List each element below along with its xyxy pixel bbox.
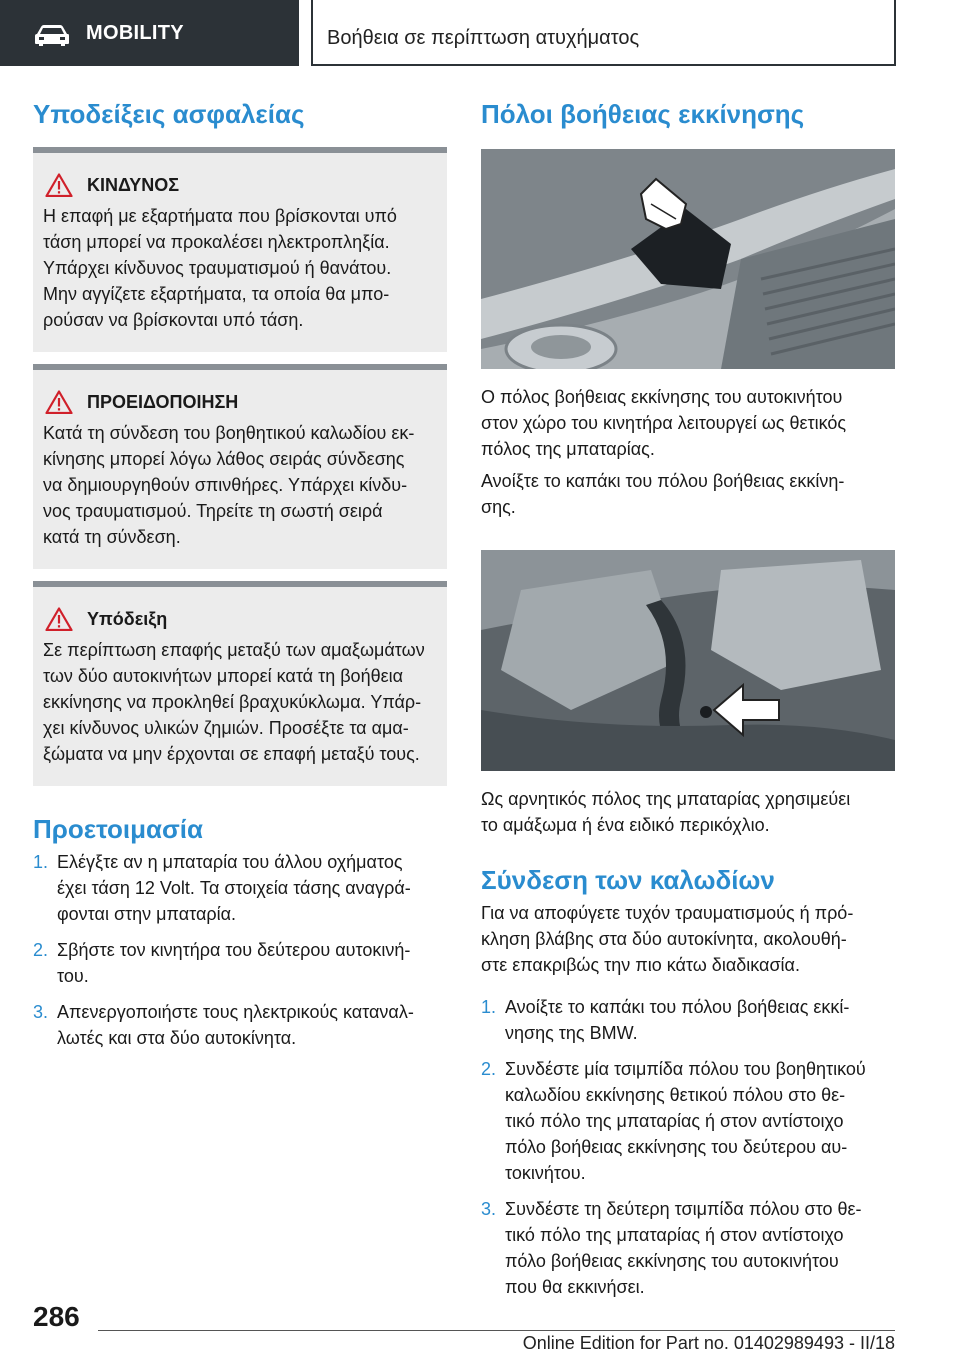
positive-pole-text [481, 384, 895, 462]
section-tab [0, 0, 299, 66]
engine-bay-photo-positive-pole [481, 149, 895, 369]
text-line: νος τραυματισμού. Τηρείτε τη σωστή σειρά [43, 501, 383, 521]
step-number: 3. [33, 1002, 49, 1022]
connect-steps [481, 994, 895, 1300]
list-item [33, 999, 447, 1051]
step-number: 1. [33, 852, 49, 872]
text-line: Ο πόλος βοήθειας εκκίνησης του αυτοκινήτου [481, 387, 843, 407]
danger-text [43, 203, 435, 333]
text-line: καλωδίου εκκίνησης θετικού πόλου στο θε- [505, 1085, 846, 1105]
step-number: 1. [481, 997, 497, 1017]
step-number: 3. [481, 1199, 497, 1219]
text-line: φονται στην μπαταρία. [57, 904, 237, 924]
list-item [33, 849, 447, 927]
text-line: έχει τάση 12 Volt. Τα στοιχεία τάσης αναγρά- [57, 878, 411, 898]
text-line: τάση μπορεί να προκαλέσει ηλεκτροπληξία. [43, 232, 390, 252]
text-line: Ανοίξτε το καπάκι του πόλου βοήθειας εκκίνη- [481, 471, 845, 491]
chapter-tab [311, 0, 896, 66]
warning-triangle-icon [45, 173, 73, 197]
step-number: 2. [33, 940, 49, 960]
text-line: στον χώρο του κινητήρα λειτουργεί ως θετικός [481, 413, 847, 433]
text-line: Ανοίξτε το καπάκι του πόλου βοήθειας εκκί- [505, 997, 850, 1017]
engine-bay-photo-negative-pole [481, 550, 895, 771]
open-cover-text [481, 468, 895, 520]
prep-steps [33, 849, 447, 1051]
text-line: κατά τη σύνδεση. [43, 527, 181, 547]
warning-triangle-icon [45, 607, 73, 631]
poles-heading: Πόλοι βοήθειας εκκίνησης [481, 99, 805, 129]
note-box [33, 581, 447, 786]
danger-box [33, 147, 447, 352]
text-line: τικό πόλο της μπαταρίας ή στον αντίστοιχο [505, 1111, 844, 1131]
prep-heading: Προετοιμασία [33, 814, 203, 844]
negative-pole-text [481, 786, 895, 838]
text-line: που θα εκκινήσει. [505, 1277, 645, 1297]
text-line: λωτές και στα δύο αυτοκίνητα. [57, 1028, 297, 1048]
text-line: Υπάρχει κίνδυνος τραυματισμού ή θανάτου. [43, 258, 392, 278]
text-line: πόλο βοήθειας εκκίνησης του αυτοκινήτου [505, 1251, 839, 1271]
text-line: Για να αποφύγετε τυχόν τραυματισμούς ή πρό- [481, 903, 854, 923]
warning-triangle-icon [45, 390, 73, 414]
step-number: 2. [481, 1059, 497, 1079]
list-item [481, 1056, 895, 1186]
edition-note: Online Edition for Part no. 01402989493 - II/18 [522, 1333, 895, 1353]
negative-pole-illustration [481, 550, 895, 771]
text-line: Απενεργοποιήστε τους ηλεκτρικούς καταναλ- [57, 1002, 414, 1022]
text-line: πόλος της μπαταρίας. [481, 439, 655, 459]
text-line: να δημιουργηθούν σπινθήρες. Υπάρχει κίνδυ- [43, 475, 408, 495]
text-line: των δύο αυτοκινήτων μπορεί κατά τη βοήθεια [43, 666, 404, 686]
right-column [481, 98, 895, 1300]
page-number: 286 [33, 1301, 80, 1332]
text-line: Συνδέστε μία τσιμπίδα πόλου του βοηθητικού [505, 1059, 866, 1079]
car-icon [34, 24, 70, 46]
text-line: Ελέγξτε αν η μπαταρία του άλλου οχήματος [57, 852, 403, 872]
text-line: του. [57, 966, 89, 986]
text-line: ξώματα να μην έρχονται σε επαφή μεταξύ τους. [43, 744, 420, 764]
danger-title: ΚΙΝΔΥΝΟΣ [87, 174, 180, 195]
text-line: ρούσαν να βρίσκονται υπό τάση. [43, 310, 304, 330]
safety-heading: Υποδείξεις ασφαλείας [33, 99, 305, 129]
text-line: σης. [481, 497, 516, 517]
text-line: Συνδέστε τη δεύτερη τσιμπίδα πόλου στο θε- [505, 1199, 862, 1219]
text-line: Η επαφή με εξαρτήματα που βρίσκονται υπό [43, 206, 397, 226]
text-line: κληση βλάβης στα δύο αυτοκίνητα, ακολουθή- [481, 929, 847, 949]
text-line: Ως αρνητικός πόλος της μπαταρίας χρησιμεύει [481, 789, 851, 809]
note-text [43, 637, 435, 767]
left-column [33, 98, 447, 1051]
text-line: το αμάξωμα ή ένα ειδικό περικόχλιο. [481, 815, 770, 835]
text-line: τοκινήτου. [505, 1163, 586, 1183]
text-line: κίνησης μπορεί λόγω λάθος σειράς σύνδεσης [43, 449, 405, 469]
text-line: χει κίνδυνος υλικών ζημιών. Προσέξτε τα αμα- [43, 718, 409, 738]
text-line: στε επακριβώς την πιο κάτω διαδικασία. [481, 955, 800, 975]
positive-pole-illustration [481, 149, 895, 369]
section-label: MOBILITY [86, 22, 184, 44]
connect-intro [481, 900, 895, 978]
list-item [481, 994, 895, 1046]
text-line: πόλο βοήθειας εκκίνησης του δεύτερου αυ- [505, 1137, 848, 1157]
connect-heading: Σύνδεση των καλωδίων [481, 865, 775, 895]
page-header [0, 0, 960, 66]
text-line: Σε περίπτωση επαφής μεταξύ των αμαξωμάτων [43, 640, 425, 660]
text-line: Σβήστε τον κινητήρα του δεύτερου αυτοκινή- [57, 940, 411, 960]
list-item [481, 1196, 895, 1300]
list-item [33, 937, 447, 989]
caution-box [33, 364, 447, 569]
chapter-label: Βοήθεια σε περίπτωση ατυχήματος [327, 27, 640, 49]
caution-title: ΠΡΟΕΙΔΟΠΟΙΗΣΗ [87, 391, 239, 412]
text-line: Κατά τη σύνδεση του βοηθητικού καλωδίου εκ- [43, 423, 415, 443]
text-line: Μην αγγίζετε εξαρτήματα, τα οποία θα μπο- [43, 284, 390, 304]
caution-text [43, 420, 435, 550]
note-title: Υπόδειξη [87, 608, 168, 629]
text-line: νησης της BMW. [505, 1023, 638, 1043]
footer-divider [98, 1330, 895, 1331]
text-line: τικό πόλο της μπαταρίας ή στον αντίστοιχο [505, 1225, 844, 1245]
text-line: εκκίνησης να προκληθεί βραχυκύκλωμα. Υπάρ- [43, 692, 422, 712]
